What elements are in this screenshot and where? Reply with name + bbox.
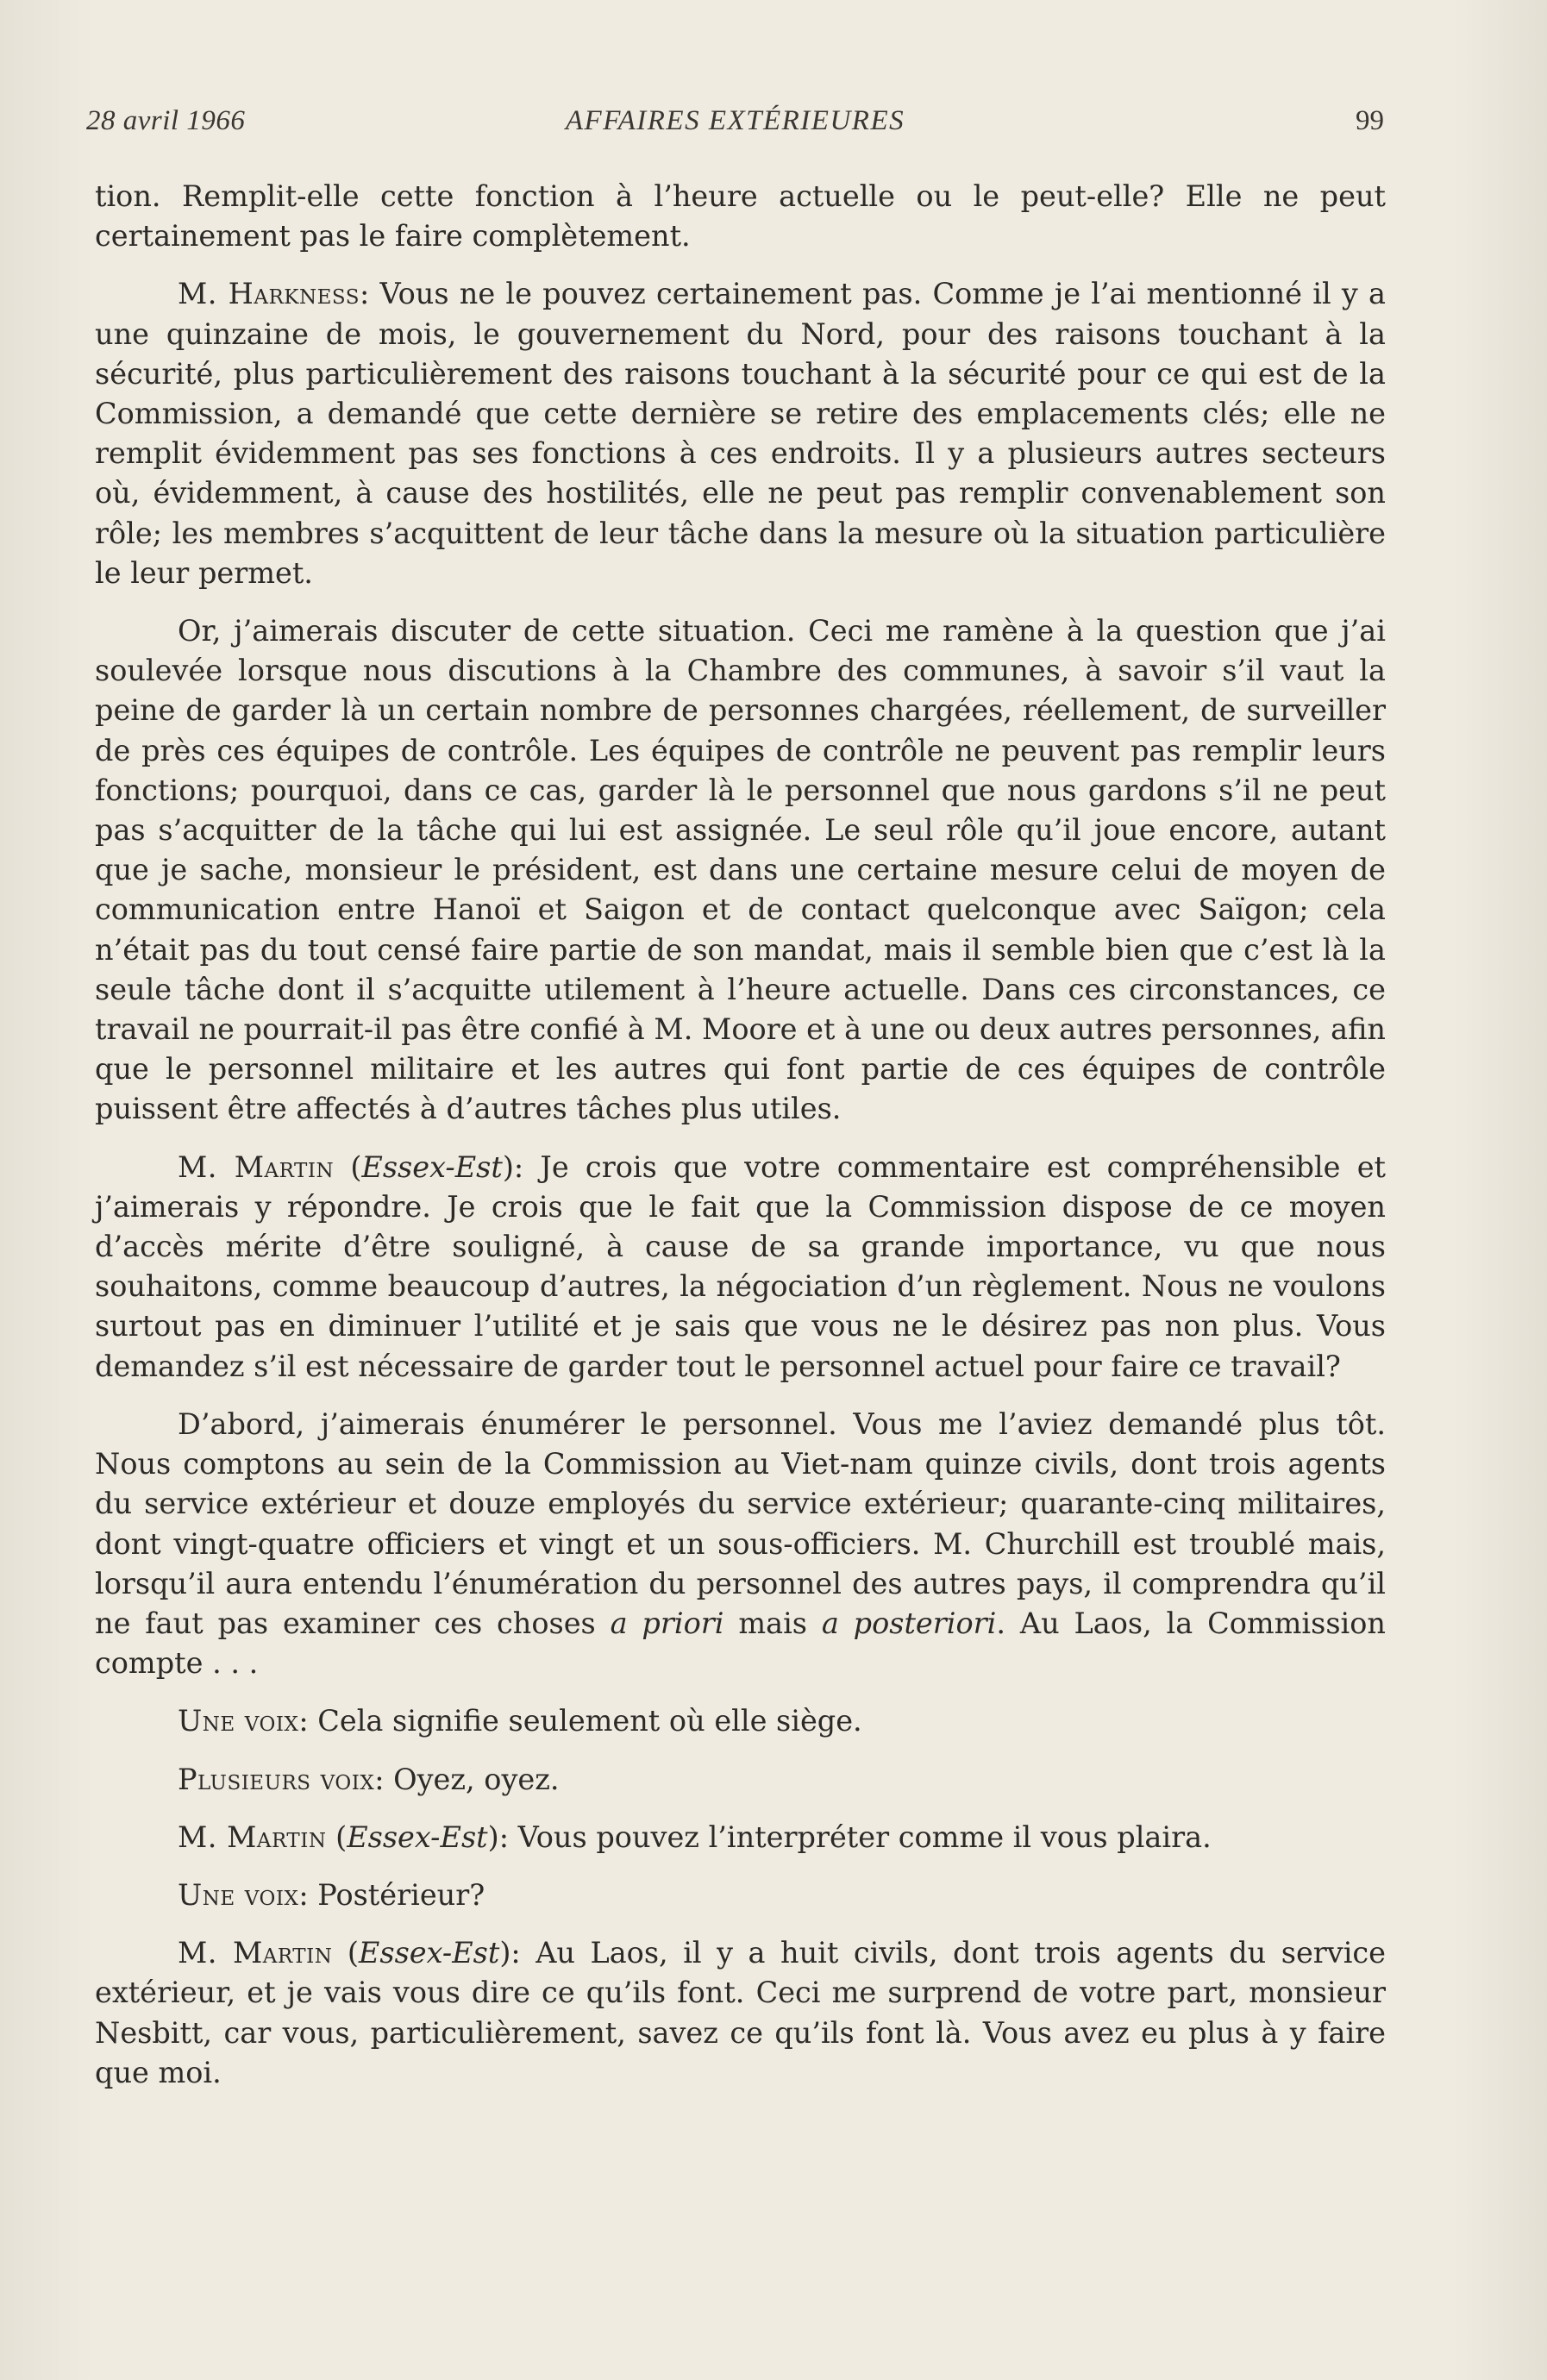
- speaker-riding: Essex-Est: [347, 1819, 488, 1854]
- paragraph-martin-1: M. Martin (Essex-Est): Je crois que votre commentaire est compréhensible et j’aimerais y répondre. Je crois que le fait que la Commission dispose de ce moyen d’accès mérite d’être souligné, à cause de sa grande importance, vu que nous souhaitons, comme beaucoup d’autres, la négociation d’un règlement. Nous ne voulons surtout pas en diminuer l’utilité et je sais que vous ne le désirez pas non plus. Vous demandez s’il est nécessaire de garder tout le personnel actuel pour faire ce travail?: [95, 1149, 1386, 1383]
- paragraph-text: : Vous pouvez l’interpréter comme il vous plaira.: [498, 1819, 1212, 1854]
- paragraph-text: tion. Remplit-elle cette fonction à l’heure actuelle ou le peut-elle? Elle ne peut certainement pas le faire complètement.: [95, 179, 1386, 254]
- page-header: [86, 105, 1384, 148]
- header-date: 28 avril 1966: [86, 105, 246, 136]
- page-body: [95, 177, 1386, 2111]
- paragraph-une-voix-2: [95, 1876, 1386, 1915]
- paragraph-plusieurs-voix: [95, 1760, 1386, 1800]
- paragraph-text: : Oyez, oyez.: [374, 1762, 560, 1796]
- page-number: 99: [1356, 105, 1384, 136]
- paragraph-text: : Cela signifie seulement où elle siège.: [298, 1704, 862, 1738]
- paragraph-harkness-continued: [95, 611, 1386, 1130]
- paragraph-text: : Postérieur?: [298, 1877, 485, 1912]
- speaker-name: Une voix: [178, 1704, 299, 1738]
- speaker-name: M. Harkness: [178, 277, 360, 311]
- paragraph-text: : Au Laos, il y a huit civils, dont trois agents du service extérieur, et je vais vous dire ce qu’ils font. Ceci me surprend de votre part, monsieur Nesbitt, car vous, particulièrement, savez ce qu’ils font là. Vous avez eu plus à y faire que moi.: [95, 1936, 1387, 2089]
- paragraph-martin-3: M. Martin (Essex-Est): Au Laos, il y a huit civils, dont trois agents du service extérieur, et je vais vous dire ce qu’ils font. Ceci me surprend de votre part, monsieur Nesbitt, car vous, particulièrement, savez ce qu’ils font là. Vous avez eu plus à y faire que moi.: [95, 1936, 1387, 2089]
- speaker-name: Une voix: [178, 1877, 299, 1912]
- paragraph-continuation: [95, 177, 1386, 256]
- italic-term: a priori: [610, 1606, 724, 1640]
- paragraph-text: . Au Laos, la Commission compte . . .: [95, 1606, 1386, 1681]
- italic-term: a posteriori: [821, 1606, 997, 1640]
- paragraph-martin-personnel: [95, 1405, 1386, 1683]
- speaker-name: M. Martin: [178, 1149, 335, 1184]
- paragraph-text: mais: [723, 1606, 822, 1640]
- paragraph-text: D’abord, j’aimerais énumérer le personnel. Vous me l’aviez demandé plus tôt. Nous comptons au sein de la Commission au Viet-nam quinze civils, dont trois agents du service extérieur et douze employés du service extérieur; quarante-cinq militaires, dont vingt-quatre officiers et vingt et un sous-officiers. M. Churchill est troublé mais, lorsqu’il aura entendu l’énumération du personnel des autres pays, il comprendra qu’il ne faut pas examiner ces choses: [95, 1406, 1386, 1640]
- paragraph-une-voix-1: [95, 1701, 1386, 1741]
- paragraph-text: Or, j’aimerais discuter de cette situation. Ceci me ramène à la question que j’ai soulevée lorsque nous discutions à la Chambre des communes, à savoir s’il vaut la peine de garder là un certain nombre de personnes chargées, réellement, de surveiller de près ces équipes de contrôle. Les équipes de contrôle ne peuvent pas remplir leurs fonctions; pourquoi, dans ce cas, garder là le personnel que nous gardons s’il ne peut pas s’acquitter de la tâche qui lui est assignée. Le seul rôle qu’il joue encore, autant que je sache, monsieur le président, est dans une certaine mesure celui de moyen de communication entre Hanoï et Saigon et de contact quelconque avec Saïgon; cela n’était pas du tout censé faire partie de son mandat, mais il semble bien que c’est là la seule tâche dont il s’acquitte utilement à l’heure actuelle. Dans ces circonstances, ce travail ne pourrait-il pas être confié à M. Moore et à une ou deux autres personnes, afin que le personnel militaire et les autres qui font partie de ces équipes de contrôle puissent être affectés à d’autres tâches plus utiles.: [95, 614, 1386, 1126]
- speaker-name: M. Martin: [178, 1936, 333, 1970]
- header-title: AFFAIRES EXTÉRIEURES: [565, 105, 905, 136]
- paragraph-harkness: [95, 274, 1386, 593]
- speaker-name: M. Martin: [178, 1819, 327, 1854]
- paragraph-text: : Vous ne le pouvez certainement pas. Comme je l’ai mentionné il y a une quinzaine de mois, le gouvernement du Nord, pour des raisons touchant à la sécurité, plus particulièrement des raisons touchant à la sécurité pour ce qui est de la Commission, a demandé que cette dernière se retire des emplacements clés; elle ne remplit évidemment pas ses fonctions à ces endroits. Il y a plusieurs autres secteurs où, évidemment, à cause des hostilités, elle ne peut pas remplir convenablement son rôle; les membres s’acquittent de leur tâche dans la mesure où la situation particulière le leur permet.: [95, 277, 1386, 590]
- speaker-name: Plusieurs voix: [178, 1762, 375, 1796]
- paragraph-text: : Je crois que votre commentaire est compréhensible et j’aimerais y répondre. Je crois que le fait que la Commission dispose de ce moyen d’accès mérite d’être souligné, à cause de sa grande importance, vu que nous souhaitons, comme beaucoup d’autres, la négociation d’un règlement. Nous ne voulons surtout pas en diminuer l’utilité et je sais que vous ne le désirez pas non plus. Vous demandez s’il est nécessaire de garder tout le personnel actuel pour faire ce travail?: [95, 1149, 1386, 1383]
- paragraph-martin-2: M. Martin (Essex-Est): Vous pouvez l’interpréter comme il vous plaira.: [178, 1819, 1212, 1854]
- speaker-riding: Essex-Est: [361, 1149, 503, 1184]
- speaker-riding: Essex-Est: [358, 1936, 500, 1970]
